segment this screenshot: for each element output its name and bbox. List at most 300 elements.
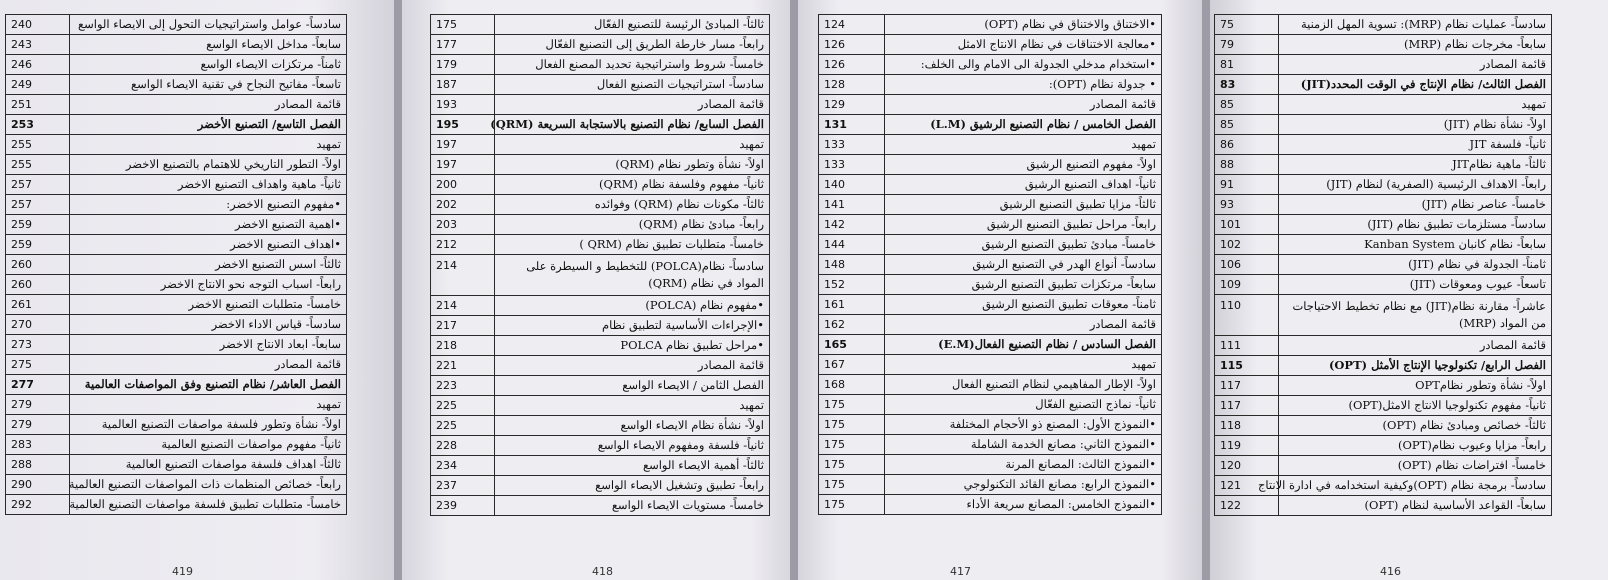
toc-row (431, 75, 770, 95)
toc-row (819, 455, 1162, 475)
toc-row (819, 395, 1162, 415)
toc-entry-title: •استخدام مدخلي الجدولة الى الامام والى الخلف: (885, 55, 1162, 75)
toc-row (1215, 95, 1552, 115)
toc-page-number: 81 (1215, 55, 1279, 75)
toc-entry-title: اولاً- نشأة وتطور فلسفة مواصفات التصنيع العالمية (70, 415, 347, 435)
toc-entry-title: قائمة المصادر (1279, 55, 1552, 75)
toc-page-number: 141 (819, 195, 885, 215)
toc-entry-title: اولاً- الإطار المفاهيمي لنظام التصنيع الفعال (885, 375, 1162, 395)
toc-entry-title: خامساً- متطلبات تطبيق نظام (QRM ) (495, 235, 770, 255)
toc-page-number: 140 (819, 175, 885, 195)
toc-page-number: 162 (819, 315, 885, 335)
toc-row (1215, 336, 1552, 356)
toc-page-number: 197 (431, 155, 495, 175)
toc-row (1215, 215, 1552, 235)
toc-row (1215, 416, 1552, 436)
toc-row (1215, 456, 1552, 476)
book-gutter (790, 0, 798, 580)
toc-row (819, 195, 1162, 215)
toc-row (819, 255, 1162, 275)
toc-page-number: 255 (6, 135, 70, 155)
toc-page-number: 168 (819, 375, 885, 395)
toc-row (819, 415, 1162, 435)
toc-page-number: 86 (1215, 135, 1279, 155)
toc-row (6, 15, 347, 35)
toc-page-number: 115 (1215, 356, 1279, 376)
toc-page-number: 193 (431, 95, 495, 115)
toc-page-number: 124 (819, 15, 885, 35)
toc-page-number: 126 (819, 35, 885, 55)
toc-page-number: 91 (1215, 175, 1279, 195)
toc-page-number: 165 (819, 335, 885, 355)
toc-page-number: 255 (6, 155, 70, 175)
toc-row (1215, 195, 1552, 215)
toc-page-number: 212 (431, 235, 495, 255)
toc-page-number: 261 (6, 295, 70, 315)
toc-row (6, 375, 347, 395)
toc-row (6, 315, 347, 335)
toc-entry-title: •مراحل تطبيق نظام POLCA (495, 336, 770, 356)
toc-entry-title: سابعاً- مخرجات نظام (MRP) (1279, 35, 1552, 55)
toc-entry-title: سابعاً- القواعد الأساسية لنظام (OPT) (1279, 496, 1552, 516)
toc-page-number: 251 (6, 95, 70, 115)
toc-row (819, 275, 1162, 295)
toc-entry-title: رابعاً- مبادئ نظام (QRM) (495, 215, 770, 235)
toc-entry-title: تمهيد (1279, 95, 1552, 115)
toc-entry-title: رابعاً- خصائص المنظمات ذات المواصفات التصنيع العالمية (70, 475, 347, 495)
toc-row (431, 456, 770, 476)
toc-row (819, 115, 1162, 135)
toc-row (819, 435, 1162, 455)
toc-page-number: 273 (6, 335, 70, 355)
toc-row (819, 155, 1162, 175)
toc-row (819, 215, 1162, 235)
toc-page-number: 133 (819, 135, 885, 155)
toc-entry-title: ثالثاً- خصائص ومبادئ نظام (OPT) (1279, 416, 1552, 436)
toc-entry-title: قائمة المصادر (70, 95, 347, 115)
toc-page-number: 257 (6, 195, 70, 215)
toc-entry-title: ثانياً- ماهية واهداف التصنيع الاخضر (70, 175, 347, 195)
toc-page-number: 283 (6, 435, 70, 455)
toc-page-number: 249 (6, 75, 70, 95)
toc-entry-title: اولاً- نشأة نظام الايصاء الواسع (495, 416, 770, 436)
toc-page-number: 288 (6, 455, 70, 475)
toc-row (6, 135, 347, 155)
toc-entry-title: ثامناً- معوقات تطبيق التصنيع الرشيق (885, 295, 1162, 315)
toc-page-number: 217 (431, 316, 495, 336)
toc-entry-title: عاشراً- مقارنة نظام(JIT) مع نظام تخطيط الاحتياجات من المواد (MRP) (1279, 295, 1552, 336)
toc-row (6, 115, 347, 135)
toc-page-number: 225 (431, 396, 495, 416)
toc-page-number: 175 (431, 15, 495, 35)
toc-entry-title: •النموذج الأول: المصنع ذو الأحجام المختلفة (885, 415, 1162, 435)
toc-page-number: 195 (431, 115, 495, 135)
toc-page-number: 111 (1215, 336, 1279, 356)
toc-row (1215, 356, 1552, 376)
toc-entry-title: سابعاً- مداخل الايصاء الواسع (70, 35, 347, 55)
toc-row (431, 356, 770, 376)
toc-entry-title: قائمة المصادر (70, 355, 347, 375)
toc-row (819, 375, 1162, 395)
toc-row (6, 415, 347, 435)
toc-row (819, 315, 1162, 335)
toc-row (431, 416, 770, 436)
toc-page-number: 131 (819, 115, 885, 135)
toc-entry-title: اولاً- التطور التاريخي للاهتمام بالتصنيع الاخضر (70, 155, 347, 175)
page-number: 418 (592, 565, 613, 578)
toc-entry-title: خامساً- شروط واستراتيجية تحديد المصنع الفعال (495, 55, 770, 75)
toc-row (819, 335, 1162, 355)
toc-row (1215, 295, 1552, 336)
toc-row (819, 75, 1162, 95)
toc-page-number: 83 (1215, 75, 1279, 95)
toc-row (431, 235, 770, 255)
page-number: 419 (172, 565, 193, 578)
toc-row (6, 335, 347, 355)
toc-page-number: 121 (1215, 476, 1279, 496)
toc-page-number: 197 (431, 135, 495, 155)
toc-page-number: 117 (1215, 376, 1279, 396)
toc-row (1215, 255, 1552, 275)
toc-entry-title: رابعاً- تطبيق وتشغيل الايصاء الواسع (495, 476, 770, 496)
toc-row (1215, 35, 1552, 55)
toc-page-number: 243 (6, 35, 70, 55)
toc-row (6, 175, 347, 195)
toc-table (430, 14, 770, 516)
toc-entry-title: سادساً- عوامل واستراتيجيات التحول إلى الايصاء الواسع (70, 15, 347, 35)
toc-entry-title: •النموذج الثاني: مصانع الخدمة الشاملة (885, 435, 1162, 455)
toc-row (431, 496, 770, 516)
page-418 (402, 0, 790, 580)
toc-entry-title: •النموذج الخامس: المصانع سريعة الأداء (885, 495, 1162, 515)
toc-row (819, 15, 1162, 35)
toc-page-number: 175 (819, 455, 885, 475)
toc-row (431, 35, 770, 55)
toc-page-number: 240 (6, 15, 70, 35)
toc-entry-title: ثانياً- اهداف التصنيع الرشيق (885, 175, 1162, 195)
toc-entry-title: ثالثاً- مزايا تطبيق التصنيع الرشيق (885, 195, 1162, 215)
toc-page-number: 110 (1215, 295, 1279, 336)
toc-page-number: 257 (6, 175, 70, 195)
toc-entry-title: تمهيد (495, 135, 770, 155)
toc-page-number: 179 (431, 55, 495, 75)
toc-row (431, 195, 770, 215)
toc-entry-title: تمهيد (885, 355, 1162, 375)
toc-row (431, 155, 770, 175)
toc-entry-title: ثانياً- مفهوم وفلسفة نظام (QRM) (495, 175, 770, 195)
toc-page-number: 218 (431, 336, 495, 356)
toc-entry-title: قائمة المصادر (495, 356, 770, 376)
toc-row (1215, 396, 1552, 416)
toc-entry-title: الفصل السابع/ نظام التصنيع بالاستجابة السريعة (QRM) (495, 115, 770, 135)
toc-row (431, 476, 770, 496)
toc-entry-title: اولاً- نشأة وتطور نظام (QRM) (495, 155, 770, 175)
toc-page-number: 225 (431, 416, 495, 436)
toc-page-number: 148 (819, 255, 885, 275)
toc-entry-title: •اهمية التصنيع الاخضر (70, 215, 347, 235)
toc-page-number: 260 (6, 255, 70, 275)
toc-entry-title: اولاً- نشأة وتطور نظامOPT (1279, 376, 1552, 396)
toc-entry-title: •مفهوم التصنيع الاخضر: (70, 195, 347, 215)
toc-page-number: 177 (431, 35, 495, 55)
toc-page-number: 175 (819, 435, 885, 455)
toc-row (431, 175, 770, 195)
toc-row (819, 355, 1162, 375)
toc-row (6, 275, 347, 295)
toc-row (431, 135, 770, 155)
toc-entry-title: الفصل التاسع/ التصنيع الأخضر (70, 115, 347, 135)
toc-row (6, 495, 347, 515)
toc-table (1214, 14, 1552, 516)
toc-entry-title: تمهيد (70, 135, 347, 155)
toc-entry-title: الفصل الخامس / نظام التصنيع الرشيق (L.M) (885, 115, 1162, 135)
toc-row (819, 55, 1162, 75)
toc-entry-title: •الاختناق والاختناق في نظام (OPT) (885, 15, 1162, 35)
toc-row (6, 355, 347, 375)
toc-page-number: 234 (431, 456, 495, 476)
toc-row (431, 396, 770, 416)
toc-page-number: 152 (819, 275, 885, 295)
toc-entry-title: •النموذج الثالث: المصانع المرنة (885, 455, 1162, 475)
toc-page-number: 237 (431, 476, 495, 496)
toc-page-number: 85 (1215, 115, 1279, 135)
toc-entry-title: خامساً- مبادئ تطبيق التصنيع الرشيق (885, 235, 1162, 255)
toc-row (1215, 275, 1552, 295)
toc-page-number: 101 (1215, 215, 1279, 235)
toc-row (1215, 476, 1552, 496)
toc-row (6, 195, 347, 215)
toc-page-number: 118 (1215, 416, 1279, 436)
toc-entry-title: ثانياً- فلسفة ومفهوم الايصاء الواسع (495, 436, 770, 456)
toc-page-number: 259 (6, 235, 70, 255)
toc-page-number: 292 (6, 495, 70, 515)
toc-page-number: 203 (431, 215, 495, 235)
toc-row (6, 475, 347, 495)
toc-page-number: 200 (431, 175, 495, 195)
toc-entry-title: قائمة المصادر (495, 95, 770, 115)
toc-entry-title: سابعاً- ابعاد الانتاج الاخضر (70, 335, 347, 355)
toc-page-number: 290 (6, 475, 70, 495)
toc-page-number: 122 (1215, 496, 1279, 516)
toc-entry-title: سادساً- استراتيجيات التصنيع الفعال (495, 75, 770, 95)
toc-entry-title: ثالثاً- اهداف فلسفة مواصفات التصنيع العالمية (70, 455, 347, 475)
toc-entry-title: • جدولة نظام (OPT): (885, 75, 1162, 95)
toc-entry-title: ثامناً- الجدولة في نظام (JIT) (1279, 255, 1552, 275)
toc-row (6, 215, 347, 235)
toc-row (1215, 15, 1552, 35)
toc-entry-title: تاسعاً- مفاتيح النجاح في تقنية الايصاء الواسع (70, 75, 347, 95)
toc-entry-title: سادساً- برمجة نظام (OPT)وكيفية استخدامه في ادارة الانتاج (1279, 476, 1552, 496)
toc-page-number: 187 (431, 75, 495, 95)
toc-page-number: 223 (431, 376, 495, 396)
toc-page-number: 167 (819, 355, 885, 375)
toc-entry-title: •مفهوم نظام (POLCA) (495, 296, 770, 316)
toc-row (431, 296, 770, 316)
toc-row (6, 295, 347, 315)
toc-page-number: 88 (1215, 155, 1279, 175)
toc-row (6, 255, 347, 275)
toc-entry-title: سابعاً- نظام كانبان Kanban System (1279, 235, 1552, 255)
page-417 (798, 0, 1202, 580)
toc-page-number: 75 (1215, 15, 1279, 35)
toc-row (1215, 135, 1552, 155)
toc-row (6, 455, 347, 475)
toc-row (819, 295, 1162, 315)
toc-entry-title: ثالثاً- مكونات نظام (QRM) وفوائده (495, 195, 770, 215)
toc-page-number: 106 (1215, 255, 1279, 275)
toc-page-number: 126 (819, 55, 885, 75)
toc-page-number: 253 (6, 115, 70, 135)
toc-entry-title: سابعاً- مرتكزات تطبيق التصنيع الرشيق (885, 275, 1162, 295)
toc-row (6, 35, 347, 55)
toc-entry-title: •معالجة الاختناقات في نظام الانتاج الامثل (885, 35, 1162, 55)
toc-entry-title: الفصل العاشر/ نظام التصنيع وفق المواصفات العالمية (70, 375, 347, 395)
toc-entry-title: تمهيد (70, 395, 347, 415)
toc-row (1215, 155, 1552, 175)
toc-page-number: 93 (1215, 195, 1279, 215)
toc-row (6, 395, 347, 415)
toc-entry-title: قائمة المصادر (1279, 336, 1552, 356)
toc-page-number: 144 (819, 235, 885, 255)
toc-entry-title: الفصل السادس / نظام التصنيع الفعال(E.M) (885, 335, 1162, 355)
toc-entry-title: سادساً- عمليات نظام (MRP): تسوية المهل الزمنية (1279, 15, 1552, 35)
toc-row (431, 55, 770, 75)
toc-page-number: 260 (6, 275, 70, 295)
toc-page-number: 133 (819, 155, 885, 175)
toc-page-number: 246 (6, 55, 70, 75)
toc-row (819, 95, 1162, 115)
toc-page-number: 279 (6, 415, 70, 435)
toc-entry-title: خامساً- متطلبات التصنيع الاخضر (70, 295, 347, 315)
toc-entry-title: رابعاً- اسباب التوجه نحو الانتاج الاخضر (70, 275, 347, 295)
toc-page-number: 128 (819, 75, 885, 95)
toc-entry-title: قائمة المصادر (885, 315, 1162, 335)
toc-page-number: 109 (1215, 275, 1279, 295)
toc-entry-title: ثانياً- نماذج التصنيع الفعّال (885, 395, 1162, 415)
toc-row (1215, 235, 1552, 255)
toc-entry-title: الفصل الثالث/ نظام الإنتاج في الوقت المحدد(JIT) (1279, 75, 1552, 95)
toc-entry-title: رابعاً- مسار خارطة الطريق إلى التصنيع الفعّال (495, 35, 770, 55)
toc-entry-title: الفصل الرابع/ تكنولوجيا الإنتاج الأمثل (OPT) (1279, 356, 1552, 376)
toc-entry-title: سادساً- مستلزمات تطبيق نظام (JIT) (1279, 215, 1552, 235)
toc-entry-title: رابعاً- مزايا وعيوب نظام(OPT) (1279, 436, 1552, 456)
toc-page-number: 85 (1215, 95, 1279, 115)
toc-row (6, 95, 347, 115)
toc-entry-title: تاسعاً- عيوب ومعوقات (JIT) (1279, 275, 1552, 295)
toc-page-number: 129 (819, 95, 885, 115)
toc-row (6, 155, 347, 175)
toc-page-number: 221 (431, 356, 495, 376)
toc-row (1215, 496, 1552, 516)
toc-row (819, 235, 1162, 255)
toc-row (431, 316, 770, 336)
toc-entry-title: •النموذج الرابع: مصانع القائد التكنولوجي (885, 475, 1162, 495)
toc-row (1215, 55, 1552, 75)
toc-page-number: 279 (6, 395, 70, 415)
toc-row (431, 376, 770, 396)
toc-row (6, 75, 347, 95)
toc-page-number: 117 (1215, 396, 1279, 416)
toc-entry-title: خامساً- مستويات الايصاء الواسع (495, 496, 770, 516)
toc-page-number: 202 (431, 195, 495, 215)
toc-page-number: 119 (1215, 436, 1279, 456)
toc-entry-title: •اهداف التصنيع الاخضر (70, 235, 347, 255)
toc-entry-title: ثانياً- فلسفة JIT (1279, 135, 1552, 155)
toc-entry-title: تمهيد (495, 396, 770, 416)
toc-entry-title: ثالثاً- اسس التصنيع الاخضر (70, 255, 347, 275)
toc-row (819, 35, 1162, 55)
toc-entry-title: •الإجراءات الأساسية لتطبيق نظام (495, 316, 770, 336)
toc-row (1215, 436, 1552, 456)
book-gutter (1202, 0, 1210, 580)
toc-entry-title: سادساً- نظام(POLCA) للتخطيط و السيطرة على المواد في نظام (QRM) (495, 255, 770, 296)
toc-entry-title: الفصل الثامن / الايصاء الواسع (495, 376, 770, 396)
toc-row (431, 215, 770, 235)
toc-row (431, 255, 770, 296)
toc-row (431, 95, 770, 115)
toc-row (819, 175, 1162, 195)
toc-page-number: 214 (431, 255, 495, 296)
toc-entry-title: ثانياً- مفهوم تكنولوجيا الانتاج الامثل(OPT) (1279, 396, 1552, 416)
toc-row (819, 495, 1162, 515)
toc-entry-title: ثامناً- مرتكزات الايصاء الواسع (70, 55, 347, 75)
toc-page-number: 175 (819, 415, 885, 435)
toc-entry-title: اولاً- مفهوم التصنيع الرشيق (885, 155, 1162, 175)
toc-page-number: 79 (1215, 35, 1279, 55)
toc-entry-title: ثانياً- مفهوم مواصفات التصنيع العالمية (70, 435, 347, 455)
toc-page-number: 161 (819, 295, 885, 315)
toc-row (431, 15, 770, 35)
toc-page-number: 175 (819, 475, 885, 495)
toc-page-number: 259 (6, 215, 70, 235)
toc-row (431, 336, 770, 356)
toc-entry-title: خامساً- عناصر نظام (JIT) (1279, 195, 1552, 215)
toc-row (431, 436, 770, 456)
toc-page-number: 120 (1215, 456, 1279, 476)
toc-page-number: 175 (819, 495, 885, 515)
toc-row (1215, 175, 1552, 195)
toc-entry-title: تمهيد (885, 135, 1162, 155)
page-number: 416 (1380, 565, 1401, 578)
toc-entry-title: قائمة المصادر (885, 95, 1162, 115)
toc-table (5, 14, 347, 515)
toc-row (6, 235, 347, 255)
toc-page-number: 275 (6, 355, 70, 375)
toc-page-number: 142 (819, 215, 885, 235)
toc-page-number: 175 (819, 395, 885, 415)
toc-entry-title: سادساً- أنواع الهدر في التصنيع الرشيق (885, 255, 1162, 275)
toc-page-number: 214 (431, 296, 495, 316)
page-number: 417 (950, 565, 971, 578)
toc-entry-title: اولاً- نشأة نظام (JIT) (1279, 115, 1552, 135)
toc-page-number: 239 (431, 496, 495, 516)
toc-entry-title: خامساً- متطلبات تطبيق فلسفة مواصفات التصنيع العالمية (70, 495, 347, 515)
toc-page-number: 228 (431, 436, 495, 456)
toc-page-number: 102 (1215, 235, 1279, 255)
toc-row (6, 55, 347, 75)
toc-row (1215, 75, 1552, 95)
toc-page-number: 270 (6, 315, 70, 335)
toc-entry-title: ثالثاً- المبادئ الرئيسة للتصنيع الفعّال (495, 15, 770, 35)
toc-row (6, 435, 347, 455)
toc-entry-title: رابعاً- مراحل تطبيق التصنيع الرشيق (885, 215, 1162, 235)
book-gutter (394, 0, 402, 580)
toc-entry-title: سادساً- قياس الاداء الاخضر (70, 315, 347, 335)
toc-entry-title: خامساً- افتراضات نظام (OPT) (1279, 456, 1552, 476)
toc-row (431, 115, 770, 135)
page-416 (1210, 0, 1608, 580)
toc-entry-title: رابعاً- الاهداف الرئيسية (الصفرية) لنظام (JIT) (1279, 175, 1552, 195)
